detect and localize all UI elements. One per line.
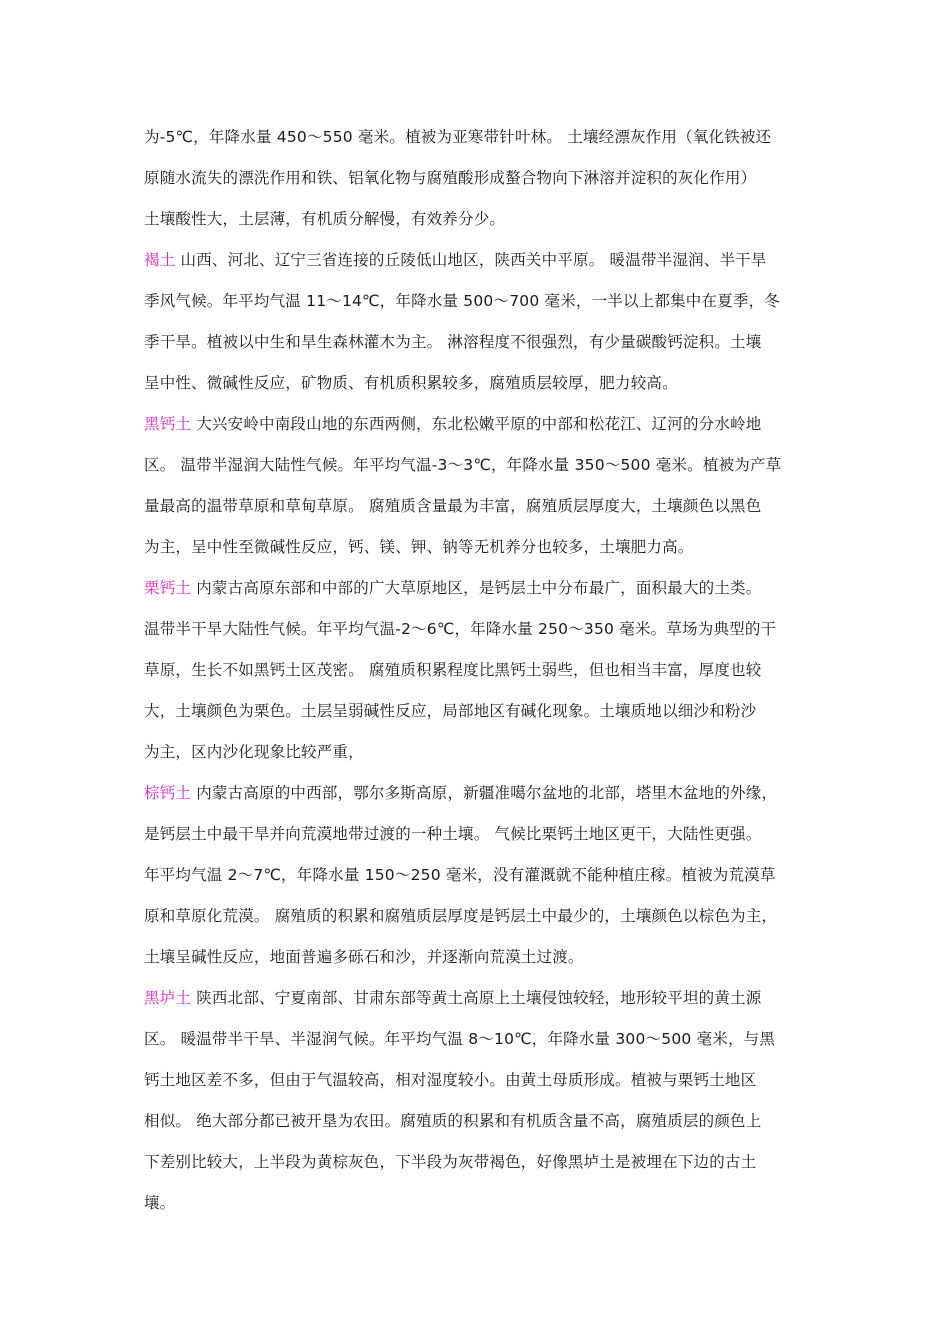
section-first-line: [144, 980, 824, 1021]
text-line: 土壤酸性大，土层薄，有机质分解慢，有效养分少。: [144, 210, 506, 228]
soil-term: 黑垆土: [144, 989, 192, 1007]
text-line: 土壤呈碱性反应，地面普遍多砾石和沙，并逐渐向荒漠土过渡。: [144, 948, 584, 966]
text-run: 山西、河北、辽宁三省连接的丘陵低山地区，陕西关中平原。 暖温带半湿润、半干旱: [175, 251, 767, 269]
text-run: 陕西北部、宁夏南部、甘肃东部等黄土高原上土壤侵蚀较轻，地形较平坦的黄土源: [191, 989, 762, 1007]
document-body: [144, 119, 824, 1226]
text-line: 为-5℃，年降水量 450～550 毫米。植被为亚寒带针叶林。 土壤经漂灰作用（氧化铁被还: [144, 128, 772, 146]
section-first-line: [144, 775, 824, 816]
text-run: 大兴安岭中南段山地的东西两侧，东北松嫩平原的中部和松花江、辽河的分水岭地: [191, 415, 762, 433]
text-line: 下差别比较大，上半段为黄棕灰色，下半段为灰带褐色，好像黑垆土是被埋在下边的古土: [144, 1153, 757, 1171]
text-line: 壤。: [144, 1194, 176, 1212]
text-line: 相似。 绝大部分都已被开垦为农田。腐殖质的积累和有机质含量不高，腐殖质层的颜色上: [144, 1112, 762, 1130]
text-line: 季干旱。植被以中生和旱生森林灌木为主。 淋溶程度不很强烈，有少量碳酸钙淀积。土壤: [144, 333, 762, 351]
text-line: 年平均气温 2～7℃，年降水量 150～250 毫米，没有灌溉就不能种植庄稼。植被为荒漠草: [144, 866, 776, 884]
section-first-line: [144, 406, 824, 447]
text-line: 钙土地区差不多，但由于气温较高，相对湿度较小。由黄土母质形成。植被与栗钙土地区: [144, 1071, 757, 1089]
text-line: 呈中性、微碱性反应，矿物质、有机质积累较多，腐殖质层较厚，肥力较高。: [144, 374, 678, 392]
text-line: 草原，生长不如黑钙土区茂密。 腐殖质积累程度比黑钙土弱些，但也相当丰富，厚度也较: [144, 661, 762, 679]
soil-term: 褐土: [144, 251, 176, 269]
text-run: 内蒙古高原东部和中部的广大草原地区，是钙层土中分布最广，面积最大的土类。: [191, 579, 762, 597]
text-line: 大，土壤颜色为栗色。土层呈弱碱性反应，局部地区有碱化现象。土壤质地以细沙和粉沙: [144, 702, 757, 720]
section-first-line: [144, 570, 824, 611]
soil-term: 棕钙土: [144, 784, 192, 802]
text-line: 为主，区内沙化现象比较严重，: [144, 743, 364, 761]
section-first-line: [144, 242, 824, 283]
soil-term: 栗钙土: [144, 579, 192, 597]
text-line: 季风气候。年平均气温 11～14℃，年降水量 500～700 毫米，一半以上都集中在夏季，冬: [144, 292, 781, 310]
text-line: 区。 暖温带半干旱、半湿润气候。年平均气温 8～10℃，年降水量 300～500 毫米，与黑: [144, 1030, 776, 1048]
text-line: 为主，呈中性至微碱性反应，钙、镁、钾、钠等无机养分也较多，土壤肥力高。: [144, 538, 694, 556]
text-line: 区。 温带半湿润大陆性气候。年平均气温-3～3℃，年降水量 350～500 毫米。植被为产草: [144, 456, 782, 474]
text-line: 原随水流失的漂洗作用和铁、铝氧化物与腐殖酸形成螯合物向下淋溶并淀积的灰化作用）: [144, 169, 757, 187]
text-line: 温带半干旱大陆性气候。年平均气温-2～6℃，年降水量 250～350 毫米。草场为典型的干: [144, 620, 777, 638]
text-line: 原和草原化荒漠。 腐殖质的积累和腐殖质层厚度是钙层土中最少的，土壤颜色以棕色为主，: [144, 907, 778, 925]
text-line: 量最高的温带草原和草甸草原。 腐殖质含量最为丰富，腐殖质层厚度大，土壤颜色以黑色: [144, 497, 762, 515]
text-line: 是钙层土中最干旱并向荒漠地带过渡的一种土壤。 气候比栗钙土地区更干，大陆性更强。: [144, 825, 762, 843]
soil-term: 黑钙土: [144, 415, 192, 433]
text-run: 内蒙古高原的中西部，鄂尔多斯高原，新疆准噶尔盆地的北部，塔里木盆地的外缘，: [191, 784, 778, 802]
